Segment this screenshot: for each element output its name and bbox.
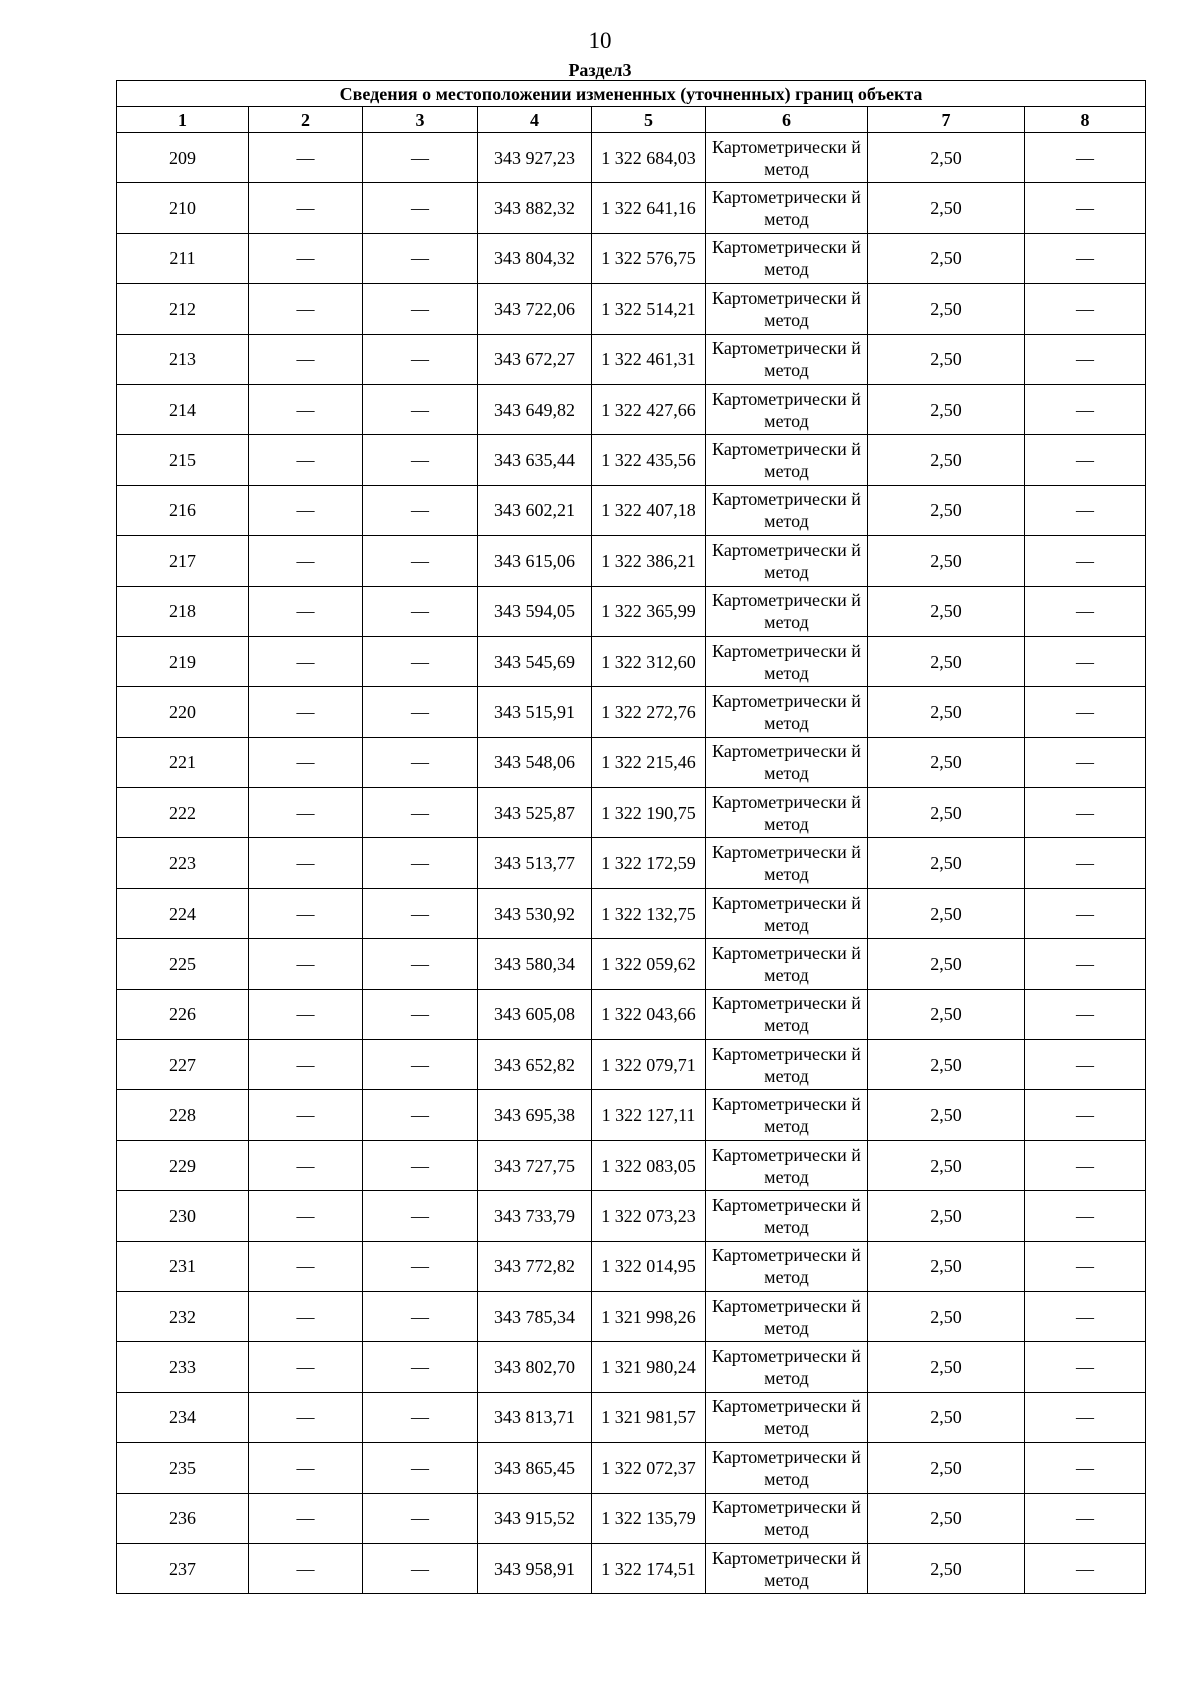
col3-cell: — [363,888,478,938]
y-coordinate-cell: 1 321 998,26 [592,1291,706,1341]
col2-cell: — [249,284,363,334]
y-coordinate-cell: 1 322 190,75 [592,788,706,838]
col8-cell: — [1025,1140,1146,1190]
col3-cell: — [363,1493,478,1543]
col2-cell: — [249,1443,363,1493]
column-header: 3 [363,107,478,133]
x-coordinate-cell: 343 785,34 [478,1291,592,1341]
column-header: 4 [478,107,592,133]
col3-cell: — [363,435,478,485]
method-cell: Картометрически й метод [706,636,868,686]
col3-cell: — [363,788,478,838]
x-coordinate-cell: 343 733,79 [478,1191,592,1241]
x-coordinate-cell: 343 525,87 [478,788,592,838]
col2-cell: — [249,1191,363,1241]
table-row [117,435,1146,485]
precision-cell: 2,50 [868,284,1025,334]
col3-cell: — [363,737,478,787]
point-number-cell: 229 [117,1140,249,1190]
x-coordinate-cell: 343 772,82 [478,1241,592,1291]
col2-cell: — [249,1241,363,1291]
y-coordinate-cell: 1 322 072,37 [592,1443,706,1493]
col3-cell: — [363,1392,478,1442]
col2-cell: — [249,384,363,434]
col2-cell: — [249,1392,363,1442]
method-cell: Картометрически й метод [706,586,868,636]
method-cell: Картометрически й метод [706,687,868,737]
point-number-cell: 236 [117,1493,249,1543]
y-coordinate-cell: 1 322 132,75 [592,888,706,938]
table-row [117,1291,1146,1341]
page-number: 10 [588,28,612,53]
table-row [117,183,1146,233]
table-row [117,1342,1146,1392]
method-cell: Картометрически й метод [706,1291,868,1341]
method-cell: Картометрически й метод [706,1342,868,1392]
x-coordinate-cell: 343 813,71 [478,1392,592,1442]
section-title: Раздел3 [568,60,632,80]
precision-cell: 2,50 [868,1493,1025,1543]
col2-cell: — [249,1291,363,1341]
point-number-cell: 213 [117,334,249,384]
x-coordinate-cell: 343 672,27 [478,334,592,384]
precision-cell: 2,50 [868,1443,1025,1493]
x-coordinate-cell: 343 915,52 [478,1493,592,1543]
point-number-cell: 226 [117,989,249,1039]
col3-cell: — [363,183,478,233]
precision-cell: 2,50 [868,586,1025,636]
col8-cell: — [1025,183,1146,233]
col2-cell: — [249,1342,363,1392]
method-cell: Картометрически й метод [706,284,868,334]
y-coordinate-cell: 1 322 514,21 [592,284,706,334]
x-coordinate-cell: 343 635,44 [478,435,592,485]
col3-cell: — [363,384,478,434]
precision-cell: 2,50 [868,1392,1025,1442]
col3-cell: — [363,1241,478,1291]
col2-cell: — [249,788,363,838]
method-cell: Картометрически й метод [706,233,868,283]
point-number-cell: 214 [117,384,249,434]
x-coordinate-cell: 343 530,92 [478,888,592,938]
x-coordinate-cell: 343 580,34 [478,939,592,989]
col8-cell: — [1025,1191,1146,1241]
y-coordinate-cell: 1 322 684,03 [592,133,706,183]
point-number-cell: 212 [117,284,249,334]
col8-cell: — [1025,737,1146,787]
point-number-cell: 233 [117,1342,249,1392]
col2-cell: — [249,435,363,485]
col8-cell: — [1025,1493,1146,1543]
col8-cell: — [1025,636,1146,686]
precision-cell: 2,50 [868,183,1025,233]
column-header: 1 [117,107,249,133]
method-cell: Картометрически й метод [706,1241,868,1291]
y-coordinate-cell: 1 322 174,51 [592,1543,706,1593]
x-coordinate-cell: 343 802,70 [478,1342,592,1392]
col3-cell: — [363,1040,478,1090]
col3-cell: — [363,838,478,888]
x-coordinate-cell: 343 545,69 [478,636,592,686]
col8-cell: — [1025,687,1146,737]
point-number-cell: 225 [117,939,249,989]
precision-cell: 2,50 [868,1191,1025,1241]
x-coordinate-cell: 343 649,82 [478,384,592,434]
col8-cell: — [1025,284,1146,334]
col3-cell: — [363,1090,478,1140]
col3-cell: — [363,284,478,334]
table-row [117,1191,1146,1241]
point-number-cell: 222 [117,788,249,838]
table-row [117,737,1146,787]
col8-cell: — [1025,1392,1146,1442]
method-cell: Картометрически й метод [706,888,868,938]
table-row [117,536,1146,586]
method-cell: Картометрически й метод [706,133,868,183]
column-header: 6 [706,107,868,133]
col3-cell: — [363,1191,478,1241]
x-coordinate-cell: 343 605,08 [478,989,592,1039]
y-coordinate-cell: 1 322 312,60 [592,636,706,686]
col2-cell: — [249,133,363,183]
x-coordinate-cell: 343 722,06 [478,284,592,334]
coordinates-table [116,80,1146,1594]
y-coordinate-cell: 1 322 641,16 [592,183,706,233]
point-number-cell: 210 [117,183,249,233]
y-coordinate-cell: 1 322 365,99 [592,586,706,636]
point-number-cell: 230 [117,1191,249,1241]
method-cell: Картометрически й метод [706,1140,868,1190]
precision-cell: 2,50 [868,1241,1025,1291]
col8-cell: — [1025,1040,1146,1090]
col2-cell: — [249,586,363,636]
table-row [117,989,1146,1039]
point-number-cell: 219 [117,636,249,686]
point-number-cell: 237 [117,1543,249,1593]
method-cell: Картометрически й метод [706,989,868,1039]
method-cell: Картометрически й метод [706,334,868,384]
table-row [117,1543,1146,1593]
x-coordinate-cell: 343 882,32 [478,183,592,233]
precision-cell: 2,50 [868,133,1025,183]
col3-cell: — [363,1140,478,1190]
method-cell: Картометрически й метод [706,1443,868,1493]
col8-cell: — [1025,133,1146,183]
table-caption: Сведения о местоположении измененных (уточненных) границ объекта [117,81,1146,107]
col3-cell: — [363,989,478,1039]
col3-cell: — [363,636,478,686]
col8-cell: — [1025,1090,1146,1140]
col8-cell: — [1025,989,1146,1039]
method-cell: Картометрически й метод [706,737,868,787]
table-caption-row [117,81,1146,107]
y-coordinate-cell: 1 322 461,31 [592,334,706,384]
col2-cell: — [249,636,363,686]
table-row [117,1090,1146,1140]
precision-cell: 2,50 [868,1090,1025,1140]
column-header: 7 [868,107,1025,133]
point-number-cell: 217 [117,536,249,586]
point-number-cell: 224 [117,888,249,938]
table-row [117,1040,1146,1090]
table-row [117,939,1146,989]
table-row [117,233,1146,283]
table-row [117,636,1146,686]
y-coordinate-cell: 1 322 073,23 [592,1191,706,1241]
y-coordinate-cell: 1 322 407,18 [592,485,706,535]
col8-cell: — [1025,334,1146,384]
precision-cell: 2,50 [868,334,1025,384]
col2-cell: — [249,687,363,737]
col3-cell: — [363,1543,478,1593]
point-number-cell: 223 [117,838,249,888]
precision-cell: 2,50 [868,485,1025,535]
col8-cell: — [1025,233,1146,283]
x-coordinate-cell: 343 602,21 [478,485,592,535]
col8-cell: — [1025,536,1146,586]
col8-cell: — [1025,435,1146,485]
point-number-cell: 235 [117,1443,249,1493]
col2-cell: — [249,989,363,1039]
col2-cell: — [249,737,363,787]
method-cell: Картометрически й метод [706,384,868,434]
table-row [117,1443,1146,1493]
y-coordinate-cell: 1 322 135,79 [592,1493,706,1543]
point-number-cell: 234 [117,1392,249,1442]
point-number-cell: 221 [117,737,249,787]
precision-cell: 2,50 [868,1291,1025,1341]
col3-cell: — [363,536,478,586]
col8-cell: — [1025,586,1146,636]
col2-cell: — [249,888,363,938]
method-cell: Картометрически й метод [706,485,868,535]
col8-cell: — [1025,1291,1146,1341]
col8-cell: — [1025,485,1146,535]
col8-cell: — [1025,788,1146,838]
col8-cell: — [1025,1543,1146,1593]
col3-cell: — [363,233,478,283]
x-coordinate-cell: 343 865,45 [478,1443,592,1493]
point-number-cell: 215 [117,435,249,485]
table-row [117,1392,1146,1442]
column-header: 5 [592,107,706,133]
y-coordinate-cell: 1 322 059,62 [592,939,706,989]
col3-cell: — [363,334,478,384]
y-coordinate-cell: 1 322 127,11 [592,1090,706,1140]
table-row [117,888,1146,938]
table-row [117,838,1146,888]
precision-cell: 2,50 [868,384,1025,434]
x-coordinate-cell: 343 927,23 [478,133,592,183]
precision-cell: 2,50 [868,939,1025,989]
y-coordinate-cell: 1 322 576,75 [592,233,706,283]
col3-cell: — [363,586,478,636]
precision-cell: 2,50 [868,233,1025,283]
col2-cell: — [249,334,363,384]
col8-cell: — [1025,939,1146,989]
col3-cell: — [363,1443,478,1493]
col3-cell: — [363,1342,478,1392]
method-cell: Картометрически й метод [706,1493,868,1543]
col3-cell: — [363,687,478,737]
col2-cell: — [249,1090,363,1140]
col3-cell: — [363,485,478,535]
y-coordinate-cell: 1 322 435,56 [592,435,706,485]
col8-cell: — [1025,1443,1146,1493]
y-coordinate-cell: 1 322 386,21 [592,536,706,586]
point-number-cell: 228 [117,1090,249,1140]
precision-cell: 2,50 [868,536,1025,586]
x-coordinate-cell: 343 652,82 [478,1040,592,1090]
precision-cell: 2,50 [868,989,1025,1039]
point-number-cell: 232 [117,1291,249,1341]
point-number-cell: 231 [117,1241,249,1291]
y-coordinate-cell: 1 321 980,24 [592,1342,706,1392]
precision-cell: 2,50 [868,1040,1025,1090]
column-header: 8 [1025,107,1146,133]
table-row [117,687,1146,737]
table-row [117,384,1146,434]
point-number-cell: 218 [117,586,249,636]
y-coordinate-cell: 1 322 172,59 [592,838,706,888]
y-coordinate-cell: 1 322 083,05 [592,1140,706,1190]
col3-cell: — [363,133,478,183]
point-number-cell: 209 [117,133,249,183]
table-row [117,133,1146,183]
y-coordinate-cell: 1 322 079,71 [592,1040,706,1090]
x-coordinate-cell: 343 515,91 [478,687,592,737]
method-cell: Картометрически й метод [706,788,868,838]
point-number-cell: 211 [117,233,249,283]
precision-cell: 2,50 [868,838,1025,888]
col2-cell: — [249,1493,363,1543]
precision-cell: 2,50 [868,1140,1025,1190]
col2-cell: — [249,1040,363,1090]
table-row [117,284,1146,334]
table-header-row [117,107,1146,133]
col8-cell: — [1025,888,1146,938]
col8-cell: — [1025,384,1146,434]
precision-cell: 2,50 [868,1543,1025,1593]
precision-cell: 2,50 [868,687,1025,737]
x-coordinate-cell: 343 695,38 [478,1090,592,1140]
col8-cell: — [1025,1342,1146,1392]
method-cell: Картометрически й метод [706,183,868,233]
precision-cell: 2,50 [868,888,1025,938]
point-number-cell: 220 [117,687,249,737]
point-number-cell: 227 [117,1040,249,1090]
precision-cell: 2,50 [868,788,1025,838]
col8-cell: — [1025,838,1146,888]
method-cell: Картометрически й метод [706,1191,868,1241]
table-row [117,1493,1146,1543]
precision-cell: 2,50 [868,737,1025,787]
table-row [117,788,1146,838]
method-cell: Картометрически й метод [706,939,868,989]
method-cell: Картометрически й метод [706,1090,868,1140]
method-cell: Картометрически й метод [706,1040,868,1090]
table-row [117,485,1146,535]
method-cell: Картометрически й метод [706,536,868,586]
table-row [117,1140,1146,1190]
col3-cell: — [363,939,478,989]
x-coordinate-cell: 343 804,32 [478,233,592,283]
y-coordinate-cell: 1 322 215,46 [592,737,706,787]
x-coordinate-cell: 343 513,77 [478,838,592,888]
method-cell: Картометрически й метод [706,1392,868,1442]
y-coordinate-cell: 1 321 981,57 [592,1392,706,1442]
y-coordinate-cell: 1 322 043,66 [592,989,706,1039]
col2-cell: — [249,1140,363,1190]
y-coordinate-cell: 1 322 014,95 [592,1241,706,1291]
table-row [117,1241,1146,1291]
precision-cell: 2,50 [868,435,1025,485]
col2-cell: — [249,233,363,283]
method-cell: Картометрически й метод [706,435,868,485]
column-header: 2 [249,107,363,133]
x-coordinate-cell: 343 958,91 [478,1543,592,1593]
col2-cell: — [249,939,363,989]
col8-cell: — [1025,1241,1146,1291]
x-coordinate-cell: 343 548,06 [478,737,592,787]
col2-cell: — [249,485,363,535]
y-coordinate-cell: 1 322 427,66 [592,384,706,434]
method-cell: Картометрически й метод [706,838,868,888]
x-coordinate-cell: 343 615,06 [478,536,592,586]
col2-cell: — [249,536,363,586]
col2-cell: — [249,1543,363,1593]
col2-cell: — [249,183,363,233]
precision-cell: 2,50 [868,1342,1025,1392]
method-cell: Картометрически й метод [706,1543,868,1593]
table-body [117,133,1146,1594]
point-number-cell: 216 [117,485,249,535]
table-row [117,334,1146,384]
col2-cell: — [249,838,363,888]
col3-cell: — [363,1291,478,1341]
y-coordinate-cell: 1 322 272,76 [592,687,706,737]
x-coordinate-cell: 343 594,05 [478,586,592,636]
table-row [117,586,1146,636]
x-coordinate-cell: 343 727,75 [478,1140,592,1190]
precision-cell: 2,50 [868,636,1025,686]
